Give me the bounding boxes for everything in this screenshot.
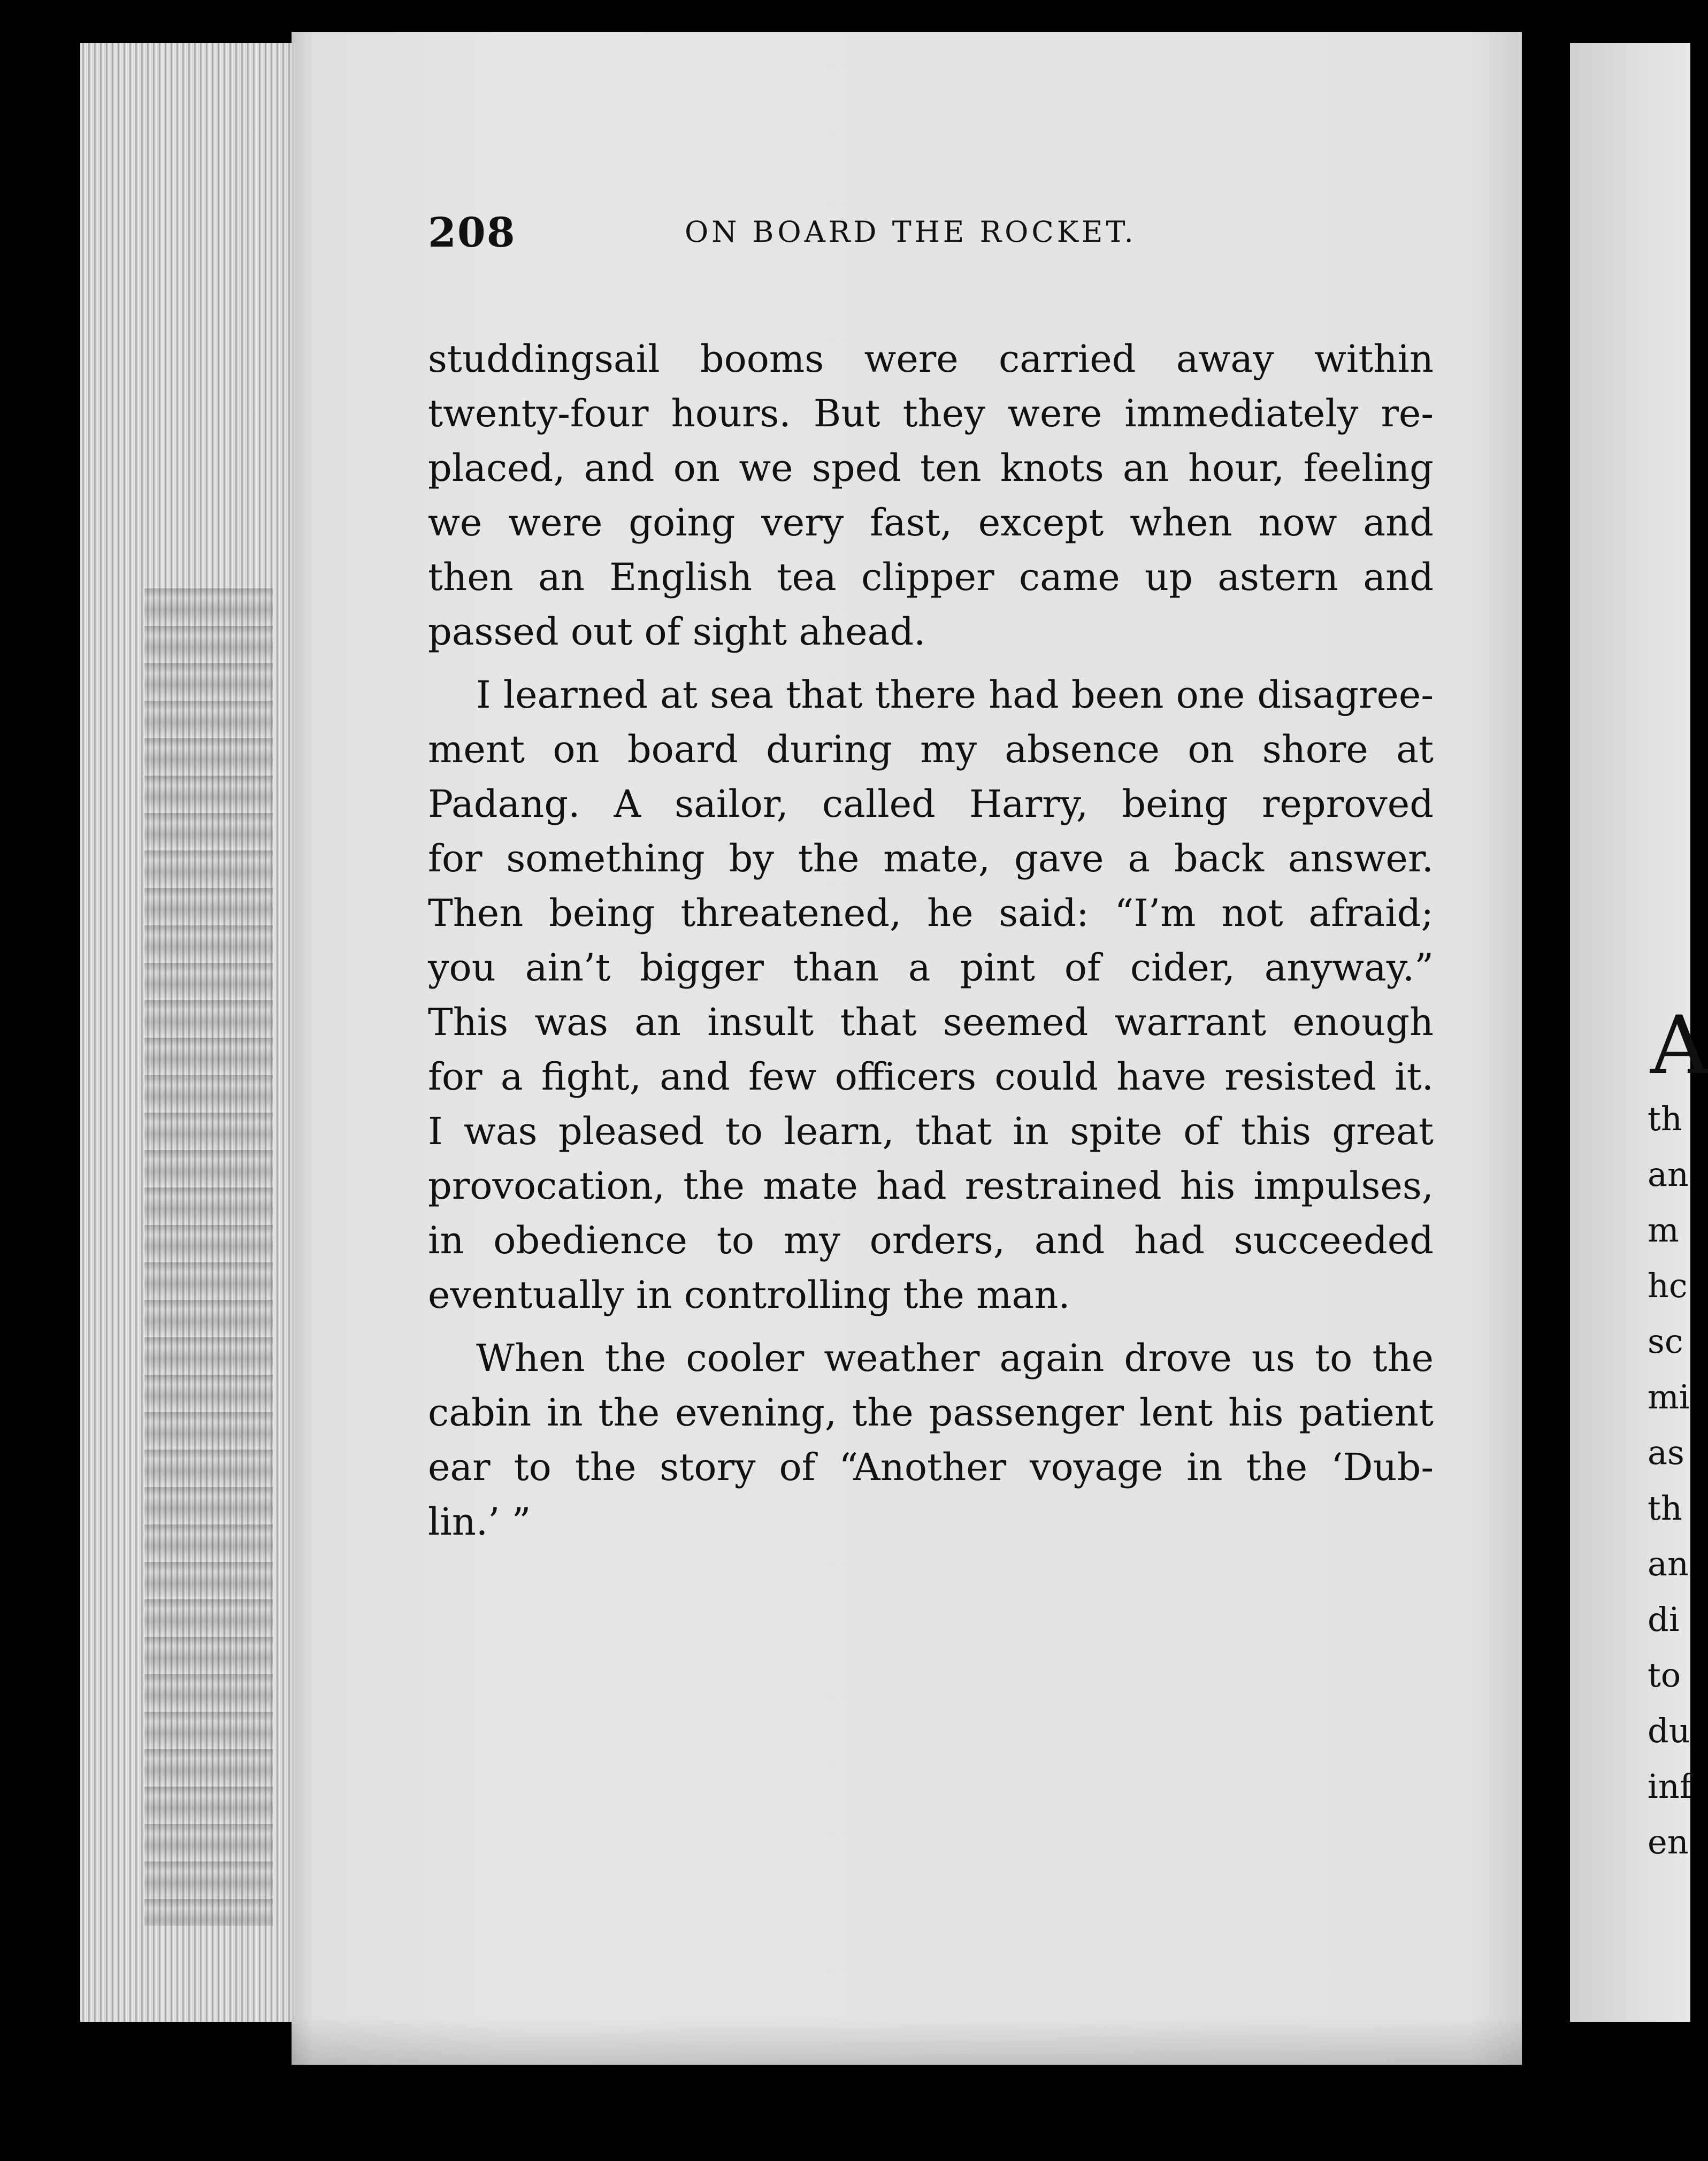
text-line: then an English tea clipper came up astern and (428, 555, 1434, 599)
text-line: in obedience to my orders, and had succeeded (428, 1219, 1434, 1262)
page-shadow (292, 2017, 1522, 2065)
running-title: ON BOARD THE ROCKET. (685, 215, 1137, 249)
facing-page-fragments (1648, 1091, 1690, 1870)
text-line: ear to the story of “Another voyage in the ‘Dub- (428, 1445, 1434, 1489)
text-line: ment on board during my absence on shore at (428, 727, 1434, 771)
text-line: provocation, the mate had restrained his impulses, (428, 1164, 1434, 1208)
fragment-line: en (1648, 1822, 1689, 1861)
left-page (292, 32, 1522, 2065)
fragment-line: th (1648, 1099, 1682, 1138)
text-line: eventually in controlling the man. (428, 1273, 1070, 1317)
page-number: 208 (428, 209, 516, 256)
text-line: This was an insult that seemed warrant enough (428, 1000, 1434, 1044)
text-line: twenty-four hours. But they were immediately re- (428, 392, 1434, 435)
fragment-line: an (1648, 1544, 1689, 1583)
text-line: passed out of sight ahead. (428, 610, 926, 654)
text-line: Padang. A sailor, called Harry, being reproved (428, 782, 1434, 826)
fragment-line: th (1648, 1489, 1682, 1528)
fragment-line: du (1648, 1711, 1690, 1750)
scan-border-bottom (0, 2065, 1690, 2161)
text-line: When the cooler weather again drove us to the (476, 1336, 1434, 1380)
text-line: lin.’ ” (428, 1500, 531, 1544)
fragment-line: di (1648, 1600, 1680, 1639)
book-gutter (1522, 0, 1570, 2161)
fragment-line: hc (1648, 1266, 1688, 1305)
text-line: I was pleased to learn, that in spite of this great (428, 1109, 1434, 1153)
fragment-line: mi (1648, 1377, 1690, 1416)
text-line: I learned at sea that there had been one disagree- (476, 673, 1434, 717)
text-line: you ain’t bigger than a pint of cider, anyway.” (428, 946, 1434, 990)
facing-page-drop-cap: A (1650, 999, 1708, 1092)
fragment-line: m (1648, 1210, 1679, 1250)
text-line: for something by the mate, gave a back answer. (428, 837, 1434, 880)
text-line: cabin in the evening, the passenger lent his patient (428, 1391, 1434, 1435)
fragment-line: inf (1648, 1767, 1692, 1806)
fragment-line: sc (1648, 1322, 1683, 1361)
scan-border-top (0, 0, 1690, 32)
fragment-line: as (1648, 1433, 1684, 1472)
body-text (428, 332, 1434, 1549)
running-head (428, 209, 1177, 273)
text-line: placed, and on we sped ten knots an hour, feeling (428, 446, 1434, 490)
fragment-line: an (1648, 1155, 1689, 1194)
fragment-line: to (1648, 1656, 1681, 1695)
text-line: Then being threatened, he said: “I’m not afraid; (428, 891, 1434, 935)
text-line: we were going very fast, except when now and (428, 501, 1434, 545)
spine-stack (144, 588, 273, 1926)
text-line: for a fight, and few officers could have resisted it. (428, 1055, 1434, 1099)
text-line: studdingsail booms were carried away within (428, 337, 1434, 381)
